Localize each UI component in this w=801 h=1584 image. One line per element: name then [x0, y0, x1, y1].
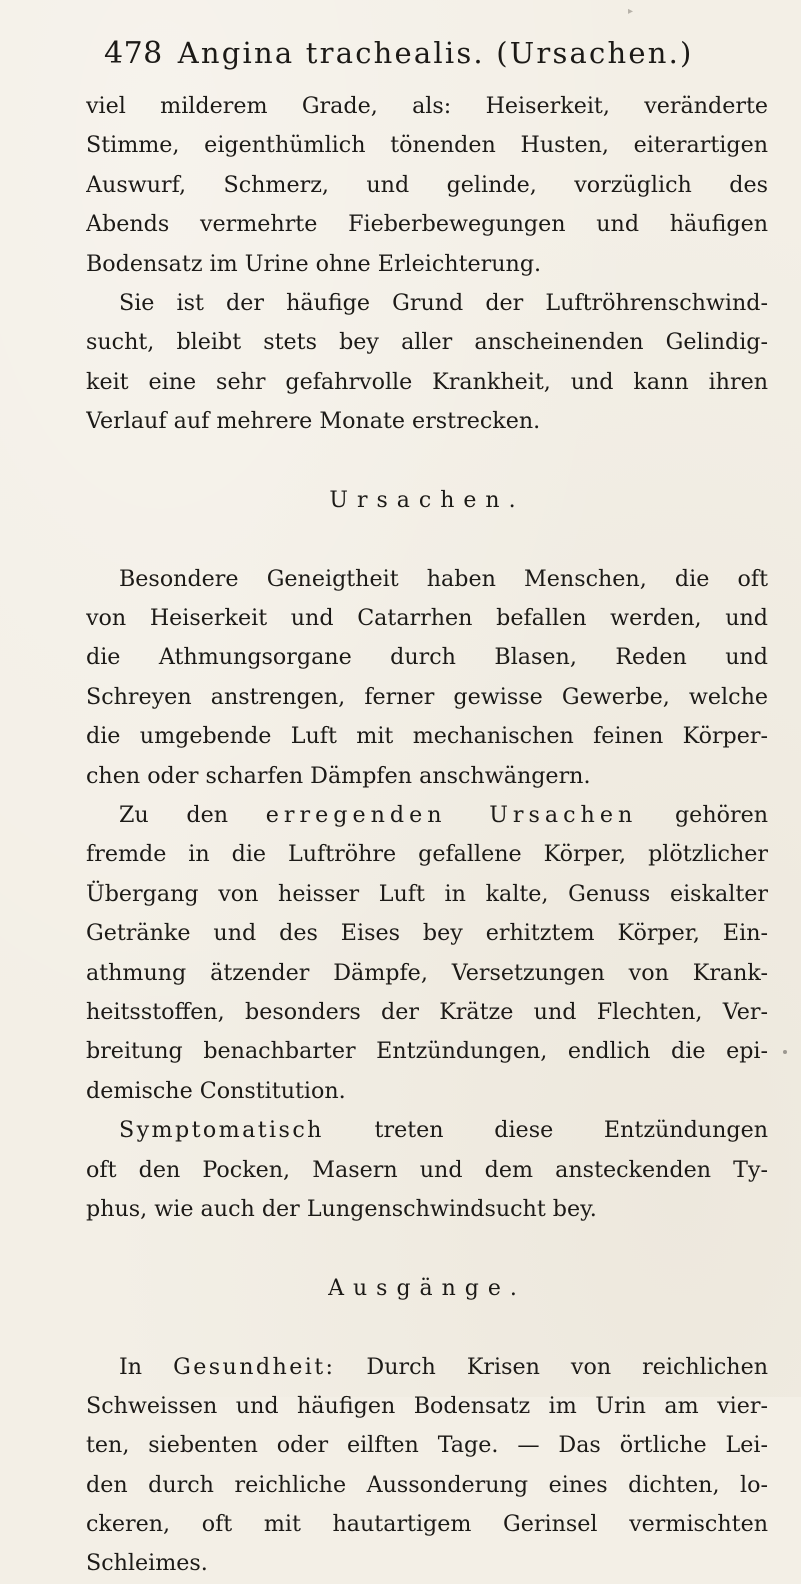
text-line: athmung ätzender Dämpfe, Versetzungen von Krank-	[86, 959, 768, 986]
text-line	[86, 796, 768, 835]
text-line	[86, 1348, 768, 1387]
section-spacer	[86, 442, 768, 481]
text-fragment: treten diese Entzündungen	[323, 1117, 768, 1144]
section-heading-ursachen: Ursachen.	[329, 487, 525, 513]
text-line: Schleimes.	[86, 1550, 208, 1577]
print-mark-icon: ▸	[628, 6, 634, 17]
text-line: Stimme, eigenthümlich tönenden Husten, eiterartigen	[86, 132, 768, 159]
section-spacer	[86, 1229, 768, 1268]
text-line: Bodensatz im Urine ohne Erleichterung.	[86, 250, 542, 277]
text-line: ckeren, oft mit hautartigem Gerinsel vermischten	[86, 1511, 768, 1538]
text-line: keit eine sehr gefahrvolle Krankheit, und kann ihren	[86, 368, 768, 395]
text-fragment: Zu den	[119, 802, 266, 829]
text-line: heitsstoffen, besonders der Krätze und Flechten, Ver-	[86, 998, 768, 1025]
body-text	[86, 87, 768, 1584]
text-line: phus, wie auch der Lungenschwindsucht bey.	[86, 1195, 597, 1222]
section-spacer	[86, 520, 768, 559]
margin-ink-dot	[783, 1050, 787, 1054]
page-number: 478	[104, 36, 163, 71]
text-line: von Heiserkeit und Catarrhen befallen werden, und	[86, 605, 768, 632]
text-line: den durch reichliche Aussonderung eines dichten, lo-	[86, 1471, 768, 1498]
text-line: die Athmungsorgane durch Blasen, Reden und	[86, 644, 768, 671]
emphasized-text: Symptomatisch	[119, 1117, 324, 1144]
text-line: Auswurf, Schmerz, und gelinde, vorzüglich des	[86, 171, 768, 198]
emphasized-text: Gesundheit:	[173, 1353, 336, 1380]
text-line: Schweissen und häufigen Bodensatz im Urin am vier-	[86, 1392, 768, 1419]
text-line: Schreyen anstrengen, ferner gewisse Gewerbe, welche	[86, 683, 768, 710]
text-fragment: In	[119, 1353, 174, 1380]
text-line: Abends vermehrte Fieberbewegungen und häufigen	[86, 211, 768, 238]
emphasized-text: erregenden Ursachen	[265, 802, 638, 829]
text-line: demische Constitution.	[86, 1077, 346, 1104]
page-header	[104, 36, 724, 86]
text-fragment: Durch Krisen von reichlichen	[335, 1353, 768, 1380]
text-line: die umgebende Luft mit mechanischen feinen Körper-	[86, 723, 768, 750]
section-heading-ausgaenge: Ausgänge.	[328, 1275, 526, 1301]
text-line: Verlauf auf mehrere Monate erstrecken.	[86, 408, 541, 435]
text-line: oft den Pocken, Masern und dem ansteckenden Ty-	[86, 1156, 768, 1183]
text-line	[86, 1111, 768, 1150]
text-line: fremde in die Luftröhre gefallene Körper, plötzlicher	[86, 841, 768, 868]
section-spacer	[86, 1308, 768, 1347]
text-line: ten, siebenten oder eilften Tage. — Das örtliche Lei-	[86, 1432, 768, 1459]
text-line: Übergang von heisser Luft in kalte, Genuss eiskalter	[86, 880, 768, 907]
text-line: viel milderem Grade, als: Heiserkeit, veränderte	[86, 93, 768, 119]
text-line: breitung benachbarter Entzündungen, endlich die epi-	[86, 1038, 768, 1065]
text-line: Getränke und des Eises bey erhitztem Körper, Ein-	[86, 920, 768, 947]
text-line: Sie ist der häufige Grund der Luftröhrenschwind-	[119, 289, 768, 316]
text-line: sucht, bleibt stets bey aller anscheinenden Gelindig-	[86, 329, 768, 356]
running-title: Angina trachealis. (Ursachen.)	[177, 36, 694, 70]
text-line: chen oder scharfen Dämpfen anschwängern.	[86, 762, 591, 789]
text-line: Besondere Geneigtheit haben Menschen, die oft	[119, 565, 768, 592]
text-fragment: gehören	[637, 802, 768, 829]
